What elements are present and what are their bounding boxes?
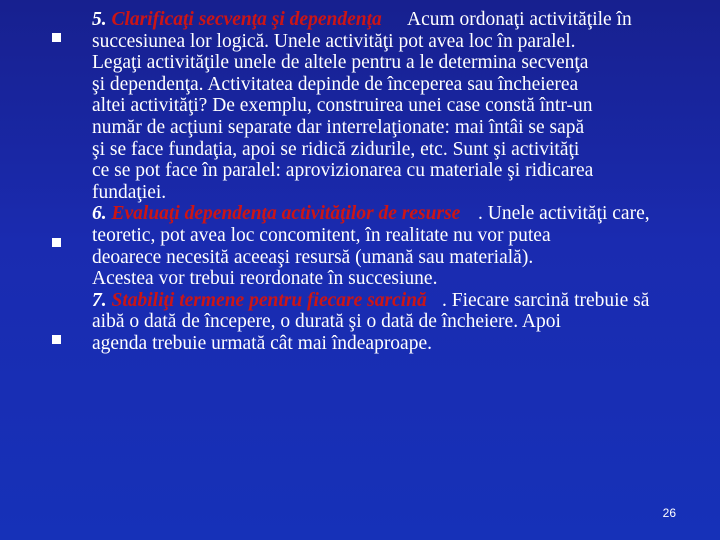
text-line: şi se face fundaţia, apoi se ridică zidurile, etc. Sunt şi activităţi [92, 138, 580, 160]
bullet-item-6 [92, 203, 688, 289]
text-line: altei activităţi? De exemplu, construirea unei case constă într-un [92, 95, 593, 117]
text-line: agenda trebuie urmată cât mai îndeaproape. [92, 332, 432, 354]
page-number: 26 [662, 506, 676, 520]
bullet-heading-text-5: Clarificaţi secvenţa şi dependenţa [111, 9, 382, 30]
bullet-marker-3 [52, 335, 61, 344]
bullet-marker-2 [52, 238, 61, 247]
bullet-number-7: 7. [92, 289, 107, 311]
text-line: fundaţiei. [92, 181, 167, 203]
bullet-number-6: 6. [92, 203, 107, 225]
text-line: ce se pot face în paralel: aprovizionarea cu materiale şi ridicarea [92, 160, 594, 182]
text-line: Acestea vor trebui reordonate în succesiune. [92, 268, 438, 290]
bullet-heading-text-7: Stabiliţi termene pentru fiecare sarcină [111, 289, 427, 311]
bullet-heading-6 [92, 203, 460, 225]
text-line: . Fiecare sarcină trebuie să [442, 289, 650, 311]
bullet-marker-1 [52, 33, 61, 42]
text-line: deoarece necesită aceeaşi resursă (umană sau materială). [92, 246, 534, 268]
text-line: Acum ordonaţi activităţile în [407, 9, 632, 30]
slide-body [92, 9, 688, 355]
bullet-heading-7 [92, 290, 427, 312]
text-line: Legaţi activităţile unele de altele pentru a le determina secvenţa [92, 52, 589, 74]
text-line: şi dependenţa. Activitatea depinde de începerea sau încheierea [92, 73, 579, 95]
text-line: teoretic, pot avea loc concomitent, în realitate nu vor putea [92, 224, 551, 246]
text-line: . Unele activităţi care, [478, 203, 650, 225]
text-line: aibă o dată de începere, o durată şi o dată de încheiere. Apoi [92, 311, 561, 333]
text-line: succesiunea lor logică. Unele activităţi pot avea loc în paralel. [92, 30, 576, 52]
bullet-heading-text-6: Evaluaţi dependenţa activităţilor de resurse [111, 203, 461, 225]
text-line: număr de acţiuni separate dar interrelaţionate: mai întâi se sapă [92, 116, 585, 138]
bullet-number-5: 5. [92, 9, 107, 30]
bullet-heading-5 [92, 9, 382, 31]
bullet-item-5 [92, 9, 688, 203]
bullet-item-7 [92, 290, 688, 355]
